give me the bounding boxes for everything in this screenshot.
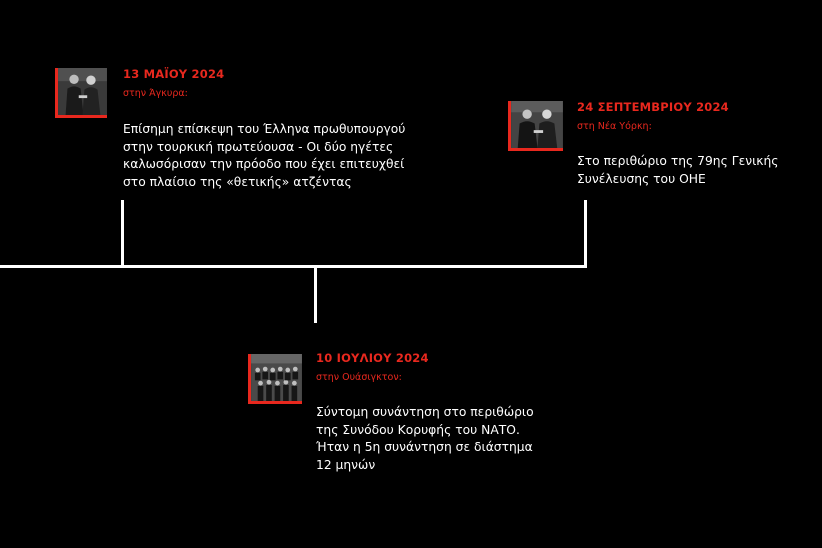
timeline-connector-may [121, 200, 124, 267]
timeline-connector-july [314, 266, 317, 323]
photo-handshake-image [511, 101, 563, 148]
event-place: στην Ουάσιγκτον: [316, 372, 402, 383]
event-date: 13 ΜΑΪΟΥ 2024 [123, 67, 225, 81]
event-description: Σύντομη συνάντηση στο περιθώριο της Συνόδου Κορυφής του ΝΑΤΟ. Ήταν η 5η συνάντηση σε διάστημα 12 μηνών [316, 405, 534, 472]
event-place: στη Νέα Υόρκη: [577, 121, 652, 132]
timeline-connector-september [584, 200, 587, 267]
timeline-axis [0, 265, 587, 268]
event-photo-july [248, 354, 302, 404]
photo-handshake-image [58, 68, 107, 115]
event-photo-september [508, 101, 563, 151]
event-date: 24 ΣΕΠΤΕΜΒΡΙΟΥ 2024 [577, 100, 729, 114]
event-place: στην Άγκυρα: [123, 88, 188, 99]
event-date: 10 ΙΟΥΛΙΟΥ 2024 [316, 351, 429, 365]
photo-group-image [251, 354, 302, 401]
event-photo-may [55, 68, 107, 118]
event-description: Στο περιθώριο της 79ης Γενικής Συνέλευσης του ΟΗΕ [577, 154, 779, 186]
event-description: Επίσημη επίσκεψη του Έλληνα πρωθυπουργού στην τουρκική πρωτεύουσα - Οι δύο ηγέτες καλωσόρισαν την πρόοδο που έχει επιτευχθεί στο πλαίσιο της «θετικής» ατζέντας [123, 122, 406, 189]
